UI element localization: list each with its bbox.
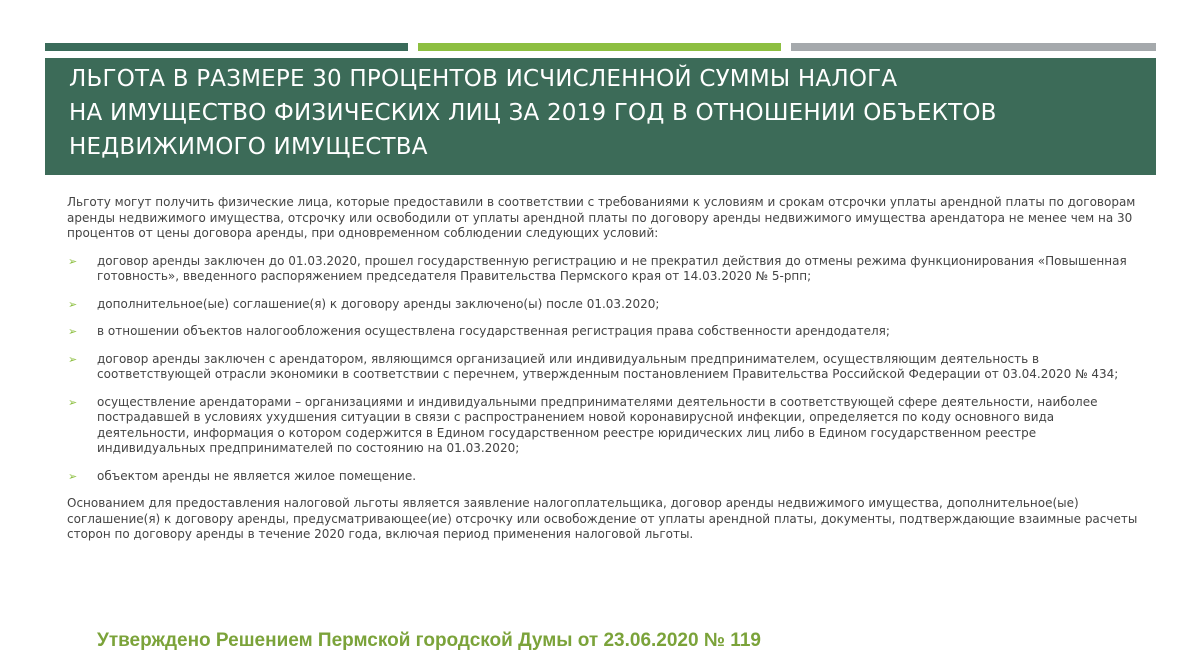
condition-text: дополнительное(ые) соглашение(я) к договору аренды заключено(ы) после 01.03.2020; [97, 296, 660, 311]
intro-paragraph: Льготу могут получить физические лица, которые предоставили в соответствии с требованиями к условиям и срокам отсрочки уплаты арендной платы по договорам аренды недвижимого имущества, отсрочку или освободили от уплаты арендной платы по договору аренды недвижимого имущества арендатора не менее чем на 30 процентов от цены договора аренды, при одновременном соблюдении следующих условий: [67, 195, 1136, 240]
top-stripe-gray [791, 43, 1156, 51]
condition-text: в отношении объектов налогообложения осуществлена государственная регистрация права собственности арендодателя; [97, 324, 890, 338]
condition-text: договор аренды заключен до 01.03.2020, прошел государственную регистрацию и не прекратил действия до отмены режима функционирования «Повышенная готовность», введенного распоряжением председателя Правительства Пермского края от 14.03.2020 № 5-рпп; [97, 253, 1127, 283]
title-line: НА ИМУЩЕСТВО ФИЗИЧЕСКИХ ЛИЦ ЗА 2019 ГОД В ОТНОШЕНИИ ОБЪЕКТОВ [69, 100, 997, 126]
arrow-bullet-icon: ➢ [68, 352, 78, 366]
slide-body [67, 195, 1147, 543]
arrow-bullet-icon: ➢ [68, 254, 78, 268]
list-item [67, 469, 1147, 485]
condition-text: договор аренды заключен с арендатором, являющимся организацией или индивидуальным предпринимателем, осуществляющим деятельность в соответствующей отрасли экономики в соответствии с перечнем, утвержденным постановлением Правительства Российской Федерации от 03.04.2020 № 434; [97, 351, 1119, 381]
top-stripe-light-green [418, 43, 781, 51]
arrow-bullet-icon: ➢ [68, 325, 78, 338]
top-stripe-dark-green [45, 43, 408, 51]
list-item [67, 254, 1147, 285]
arrow-bullet-icon: ➢ [68, 297, 78, 311]
closing-paragraph: Основанием для предоставления налоговой льготы является заявление налогоплательщика, договор аренды недвижимого имущества, дополнительное(ые) соглашение(я) к договору аренды, предусматривающее(ие) отсрочку или освобождение от уплаты арендной платы, документы, подтверждающие взаимные расчеты сторон по договору аренды в течение 2020 года, включая период применения налоговой льготы. [67, 496, 1138, 541]
title-line: НЕДВИЖИМОГО ИМУЩЕСТВА [69, 134, 428, 160]
arrow-bullet-icon: ➢ [68, 469, 78, 483]
conditions-list [67, 254, 1147, 485]
title-band [45, 58, 1156, 175]
arrow-bullet-icon: ➢ [68, 395, 78, 409]
list-item [67, 297, 1147, 313]
condition-text: объектом аренды не является жилое помещение. [97, 468, 417, 483]
list-item [67, 395, 1147, 457]
condition-text: осуществление арендаторами – организациями и индивидуальными предпринимателями деятельности в соответствующей сфере деятельности, наиболее пострадавшей в условиях ухудшения ситуации в связи с распространением новой коронавирусной инфекции, определяется по коду основного вида деятельности, информация о котором содержится в Едином государственном реестре юридических лиц либо в Едином государственном реестре индивидуальных предпринимателей по состоянию на 01.03.2020; [97, 394, 1098, 455]
approval-footnote: Утверждено Решением Пермской городской Думы от 23.06.2020 № 119 [97, 630, 761, 651]
list-item [67, 324, 1147, 340]
slide-title [69, 62, 1156, 164]
title-line: ЛЬГОТА В РАЗМЕРЕ 30 ПРОЦЕНТОВ ИСЧИСЛЕННОЙ СУММЫ НАЛОГА [69, 66, 898, 92]
list-item [67, 352, 1147, 383]
